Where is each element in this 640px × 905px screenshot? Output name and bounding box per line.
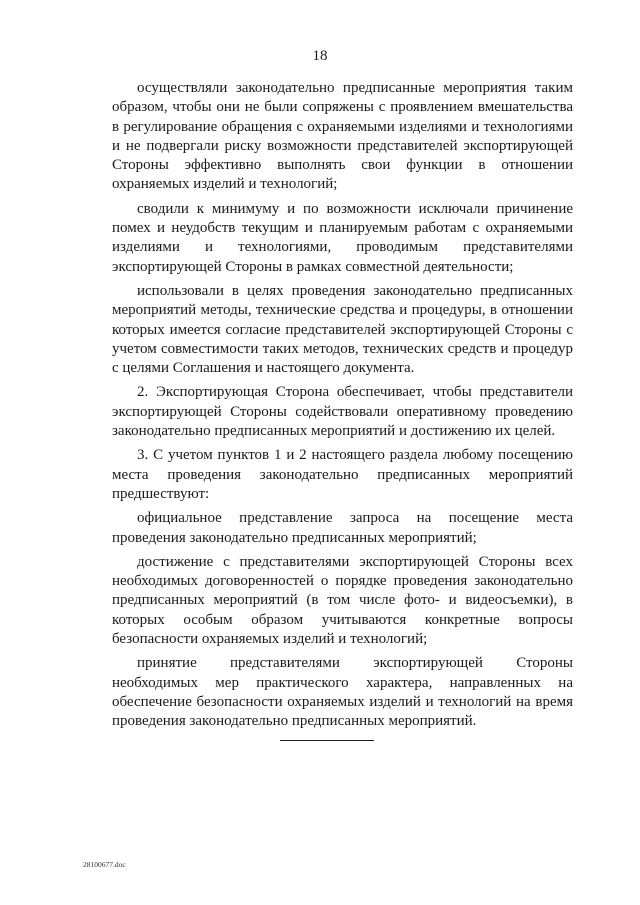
page-number: 18 — [312, 48, 328, 64]
paragraph-8: принятие представителями экспортирующей Стороны необходимых мер практического характера, направленных на обеспечение безопасности охраняемых изделий и технологий на время проведения законодательно предписанных мероприятий. — [112, 655, 573, 730]
end-separator-line — [280, 740, 374, 741]
paragraph-1: осуществляли законодательно предписанные мероприятия таким образом, чтобы они не были сопряжены с проявлением вмешательства в регулирование обращения с охраняемыми изделиями и технологиями и не подвергали риску возможности представителей экспортирующей Стороны эффективно выполнять свои функции в отношении охраняемых изделий и технологий; — [112, 80, 573, 193]
paragraph-7: достижение с представителями экспортирующей Стороны всех необходимых договоренностей о порядке проведения законодательно предписанных мероприятий (в том числе фото- и видеосъемки), в которых особым образом учитываются конкретные вопросы безопасности охраняемых изделий и технологий; — [112, 553, 573, 648]
paragraph-4: 2. Экспортирующая Сторона обеспечивает, чтобы представители экспортирующей Стороны содействовали оперативному проведению законодательно предписанных мероприятий и достижению их целей. — [112, 384, 573, 440]
paragraph-2: сводили к минимуму и по возможности исключали причинение помех и неудобств текущим и планируемым работам с охраняемыми изделиями и технологиями, проводимым представителями экспортирующей Стороны в рамках совместной деятельности; — [112, 200, 573, 275]
document-body — [112, 79, 573, 737]
paragraph-3: использовали в целях проведения законодательно предписанных мероприятий методы, технические средства и процедуры, в отношении которых имеется согласие представителей экспортирующей Стороны с учетом совместимости таких методов, технических средств и процедур с целями Соглашения и настоящего документа. — [112, 282, 573, 377]
document-file-code: 28100677.doc — [83, 860, 126, 869]
paragraph-6: официальное представление запроса на посещение места проведения законодательно предписанных мероприятий; — [112, 510, 573, 546]
paragraph-5: 3. С учетом пунктов 1 и 2 настоящего раздела любому посещению места проведения законодательно предписанных мероприятий предшествуют: — [112, 447, 573, 502]
